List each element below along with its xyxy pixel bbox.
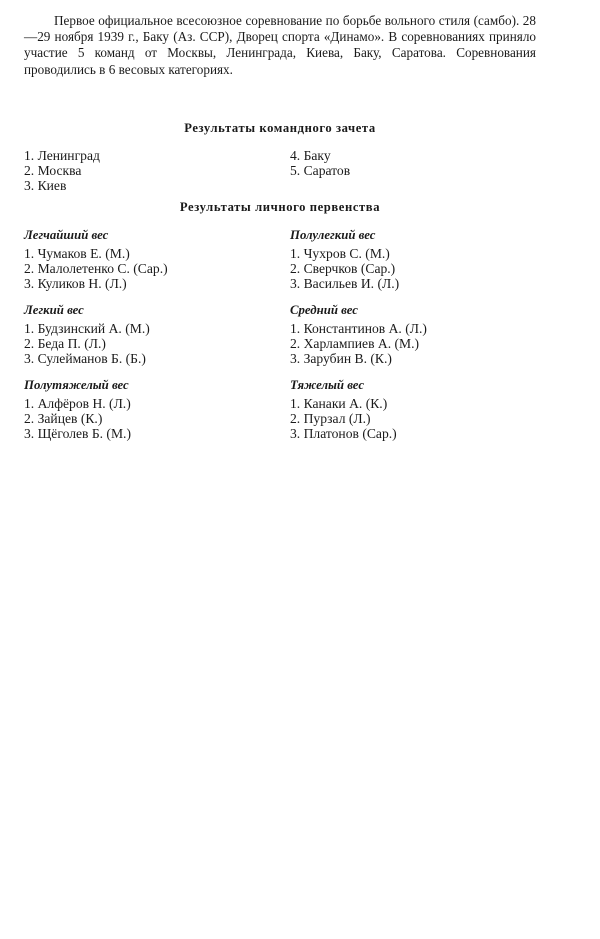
result-entry: 3. Васильев И. (Л.)	[290, 276, 400, 292]
weight-category-title: Средний вес	[290, 303, 358, 317]
intro-paragraph: Первое официальное всесоюзное соревнование по борьбе вольного стиля (самбо). 28—29 ноября 1939 г., Баку (Аз. ССР), Дворец спорта «Динамо». В соревнованиях приняло участие 5 команд от Москвы, Ленинграда, Киева, Баку, Саратова. Соревнования проводились в 6 весовых категориях.	[24, 13, 536, 77]
personal-results-heading: Результаты личного первенства	[179, 200, 381, 214]
team-result-item: 3. Киев	[24, 178, 67, 194]
team-result-item: 5. Саратов	[290, 163, 351, 179]
result-entry: 1. Канаки А. (К.)	[290, 396, 388, 411]
weight-category-title: Легкий вес	[24, 303, 84, 317]
result-entry: 1. Чумаков Е. (М.)	[24, 246, 130, 261]
result-entry: 2. Харлампиев А. (М.)	[290, 336, 420, 352]
team-result-item: 2. Москва	[24, 163, 82, 179]
weight-category-title: Тяжелый вес	[290, 378, 364, 392]
weight-category-title: Полутяжелый вес	[24, 378, 129, 392]
team-result-item: 4. Баку	[290, 148, 331, 163]
result-entry: 3. Куликов Н. (Л.)	[24, 276, 127, 292]
result-entry: 2. Беда П. (Л.)	[24, 336, 106, 352]
team-result-item: 1. Ленинград	[24, 148, 100, 163]
weight-category-title: Легчайший вес	[24, 228, 109, 242]
weight-category-lightweight	[24, 303, 274, 367]
result-entry: 1. Будзинский А. (М.)	[24, 321, 150, 336]
result-entry: 1. Алфёров Н. (Л.)	[24, 396, 131, 411]
result-entry: 2. Малолетенко С. (Сар.)	[24, 261, 168, 277]
result-entry: 3. Зарубин В. (К.)	[290, 351, 392, 367]
team-results-heading: Результаты командного зачета	[184, 121, 376, 135]
result-entry: 3. Платонов (Сар.)	[290, 426, 397, 442]
result-entry: 2. Зайцев (К.)	[24, 411, 103, 427]
result-entry: 3. Сулейманов Б. (Б.)	[24, 351, 146, 367]
weight-category-heavyweight	[290, 378, 540, 442]
weight-category-flyweight	[24, 228, 274, 292]
result-entry: 2. Сверчков (Сар.)	[290, 261, 396, 277]
weight-category-middleweight	[290, 303, 540, 367]
result-entry: 3. Щёголев Б. (М.)	[24, 426, 131, 442]
team-results-left-column	[24, 148, 274, 194]
team-results-right-column	[290, 148, 540, 178]
weight-category-featherweight	[290, 228, 540, 292]
result-entry: 1. Константинов А. (Л.)	[290, 321, 427, 336]
weight-category-title: Полулегкий вес	[290, 228, 376, 242]
result-entry: 1. Чухров С. (М.)	[290, 246, 390, 261]
weight-category-light-heavyweight	[24, 378, 274, 442]
result-entry: 2. Пурзал (Л.)	[290, 411, 371, 427]
